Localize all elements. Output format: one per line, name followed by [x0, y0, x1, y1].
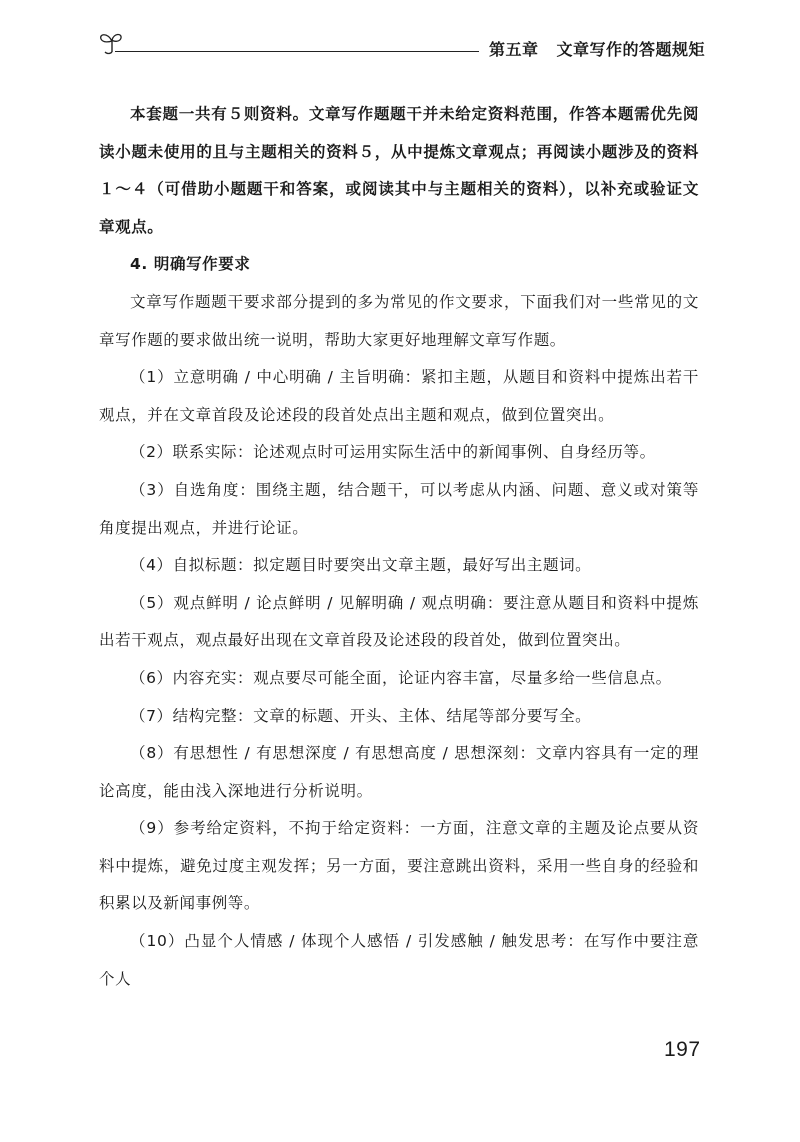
sprout-icon	[95, 30, 129, 58]
requirement-item-2: （2）联系实际：论述观点时可运用实际生活中的新闻事例、自身经历等。	[130, 443, 656, 462]
requirement-item-4: （4）自拟标题：拟定题目时要突出文章主题，最好写出主题词。	[130, 556, 592, 575]
requirement-item-10: （10）凸显个人情感 / 体现个人感悟 / 引发感触 / 触发思考：在写作中要注意个人	[99, 932, 699, 988]
paragraph: 文章写作题题干要求部分提到的多为常见的作文要求，下面我们对一些常见的文章写作题的要求做出统一说明，帮助大家更好地理解文章写作题。	[99, 292, 699, 349]
section-heading: 4. 明确写作要求	[130, 255, 251, 274]
requirement-item-3: （3）自选角度：围绕主题，结合题干，可以考虑从内涵、问题、意义或对策等角度提出观点，并进行论证。	[99, 480, 699, 537]
header-rule	[115, 51, 479, 52]
requirement-item-8: （8）有思想性 / 有思想深度 / 有思想高度 / 思想深刻：文章内容具有一定的理论高度，能由浅入深地进行分析说明。	[99, 744, 699, 800]
chapter-title: 文章写作的答题规矩	[556, 40, 705, 59]
intro-paragraph: 本套题一共有５则资料。文章写作题题干并未给定资料范围，作答本题需优先阅读小题未使用的且与主题相关的资料５，从中提炼文章观点；再阅读小题涉及的资料１～４（可借助小题题干和答案，或阅读其中与主题相关的资料），以补充或验证文章观点。	[99, 105, 699, 236]
requirement-item-1: （1）立意明确 / 中心明确 / 主旨明确：紧扣主题，从题目和资料中提炼出若干观点，并在文章首段及论述段的段首处点出主题和观点，做到位置突出。	[99, 368, 699, 424]
requirement-item-6: （6）内容充实：观点要尽可能全面，论证内容丰富，尽量多给一些信息点。	[130, 668, 672, 687]
page-header	[95, 30, 705, 66]
running-header	[489, 37, 705, 60]
requirement-item-9: （9）参考给定资料，不拘于给定资料：一方面，注意文章的主题及论点要从资料中提炼，避免过度主观发挥；另一方面，要注意跳出资料，采用一些自身的经验和积累以及新闻事例等。	[99, 819, 699, 913]
body-text	[99, 96, 699, 998]
page-number: 197	[664, 1038, 701, 1061]
requirement-item-5: （5）观点鲜明 / 论点鲜明 / 见解明确 / 观点明确：要注意从题目和资料中提炼出若干观点，观点最好出现在文章首段及论述段的段首处，做到位置突出。	[99, 593, 699, 650]
chapter-label: 第五章	[488, 40, 539, 59]
requirement-item-7: （7）结构完整：文章的标题、开头、主体、结尾等部分要写全。	[130, 706, 592, 725]
